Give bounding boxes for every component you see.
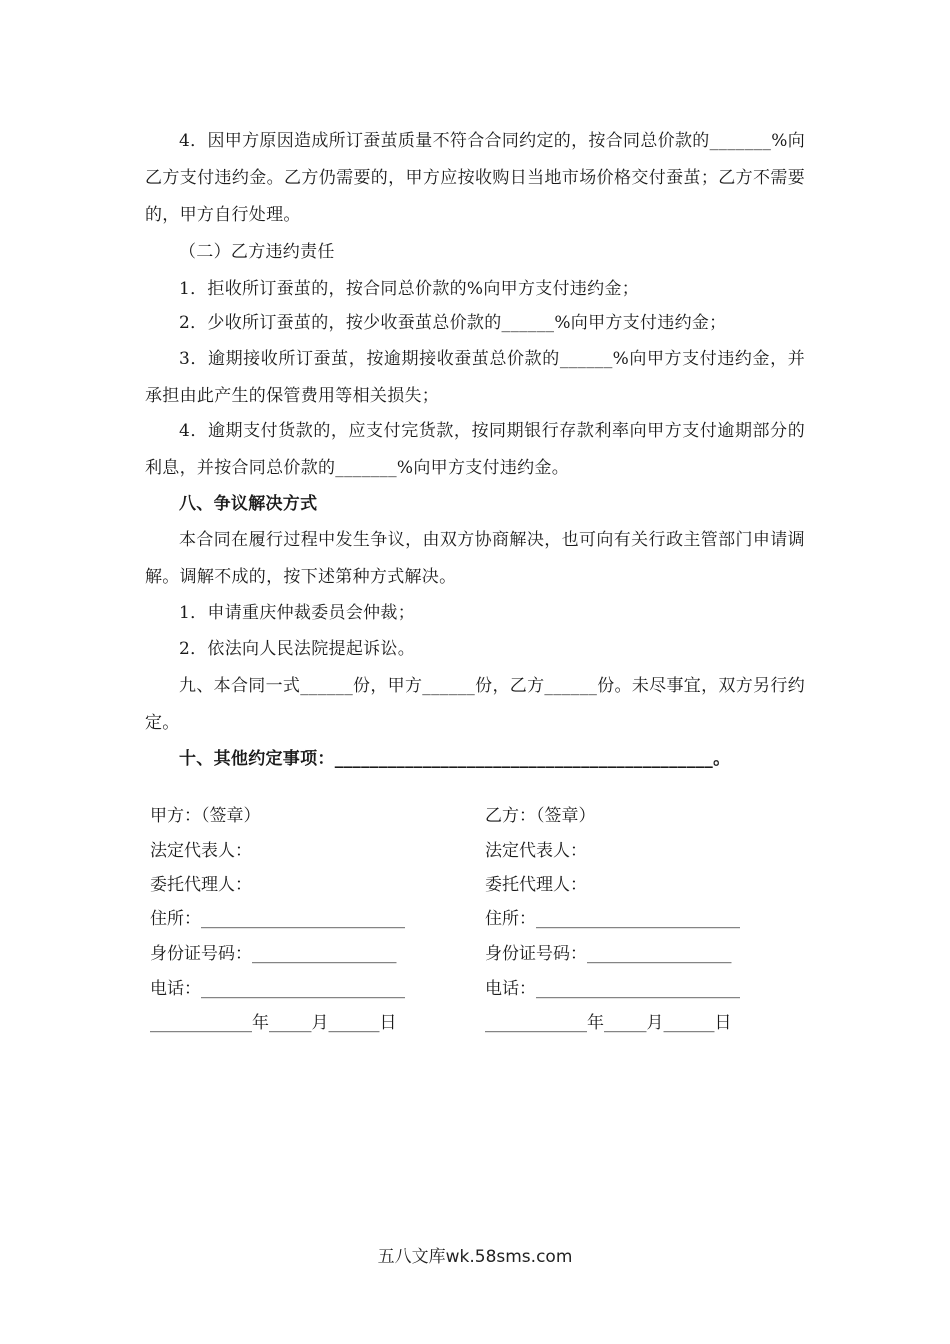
party-a-title: 甲方：（签章）	[150, 806, 261, 826]
party-a-phone: 电话：________________________	[150, 979, 405, 999]
party-b-id: 身份证号码：_________________	[485, 944, 732, 964]
clause-a4: 4．因甲方原因造成所订蚕茧质量不符合合同约定的，按合同总价款的_______%向乙方支付违约金。乙方仍需要的，甲方应按收购日当地市场价格交付蚕茧；乙方不需要的，甲方自行处理。	[145, 131, 805, 225]
section-b-heading: （二）乙方违约责任	[179, 242, 335, 262]
section-8-body: 本合同在履行过程中发生争议，由双方协商解决，也可向有关行政主管部门申请调解。调解不成的，按下述第种方式解决。	[145, 530, 805, 587]
footer-watermark: 五八文库wk.58sms.com	[377, 1247, 573, 1267]
party-b-date: ____________年_____月______日	[485, 1013, 732, 1033]
party-a-agent: 委托代理人：	[150, 875, 252, 895]
party-a-date: ____________年_____月______日	[150, 1013, 397, 1033]
party-a-rep: 法定代表人：	[150, 841, 252, 861]
section-8-option-1: 1．申请重庆仲裁委员会仲裁；	[179, 603, 416, 623]
party-b-phone: 电话：________________________	[485, 979, 740, 999]
clause-b1: 1．拒收所订蚕茧的，按合同总价款的%向甲方支付违约金；	[179, 279, 640, 299]
section-8-heading: 八、争议解决方式	[179, 494, 318, 514]
section-10: 十、其他约定事项：___________________________________________。	[179, 749, 731, 769]
party-b-address: 住所：________________________	[485, 909, 740, 929]
party-b-agent: 委托代理人：	[485, 875, 587, 895]
clause-b2: 2．少收所订蚕茧的，按少收蚕茧总价款的______%向甲方支付违约金；	[179, 313, 727, 333]
section-9: 九、本合同一式______份，甲方______份，乙方______份。未尽事宜，双方另行约定。	[145, 676, 805, 733]
party-a-id: 身份证号码：_________________	[150, 944, 397, 964]
clause-b3: 3．逾期接收所订蚕茧，按逾期接收蚕茧总价款的______%向甲方支付违约金，并承担由此产生的保管费用等相关损失；	[145, 349, 805, 406]
section-8-option-2: 2．依法向人民法院提起诉讼。	[179, 639, 416, 659]
party-a-address: 住所：________________________	[150, 909, 405, 929]
party-b-title: 乙方：（签章）	[485, 806, 596, 826]
clause-b4: 4．逾期支付货款的，应支付完货款，按同期银行存款利率向甲方支付逾期部分的利息，并按合同总价款的_______%向甲方支付违约金。	[145, 421, 805, 478]
party-b-rep: 法定代表人：	[485, 841, 587, 861]
